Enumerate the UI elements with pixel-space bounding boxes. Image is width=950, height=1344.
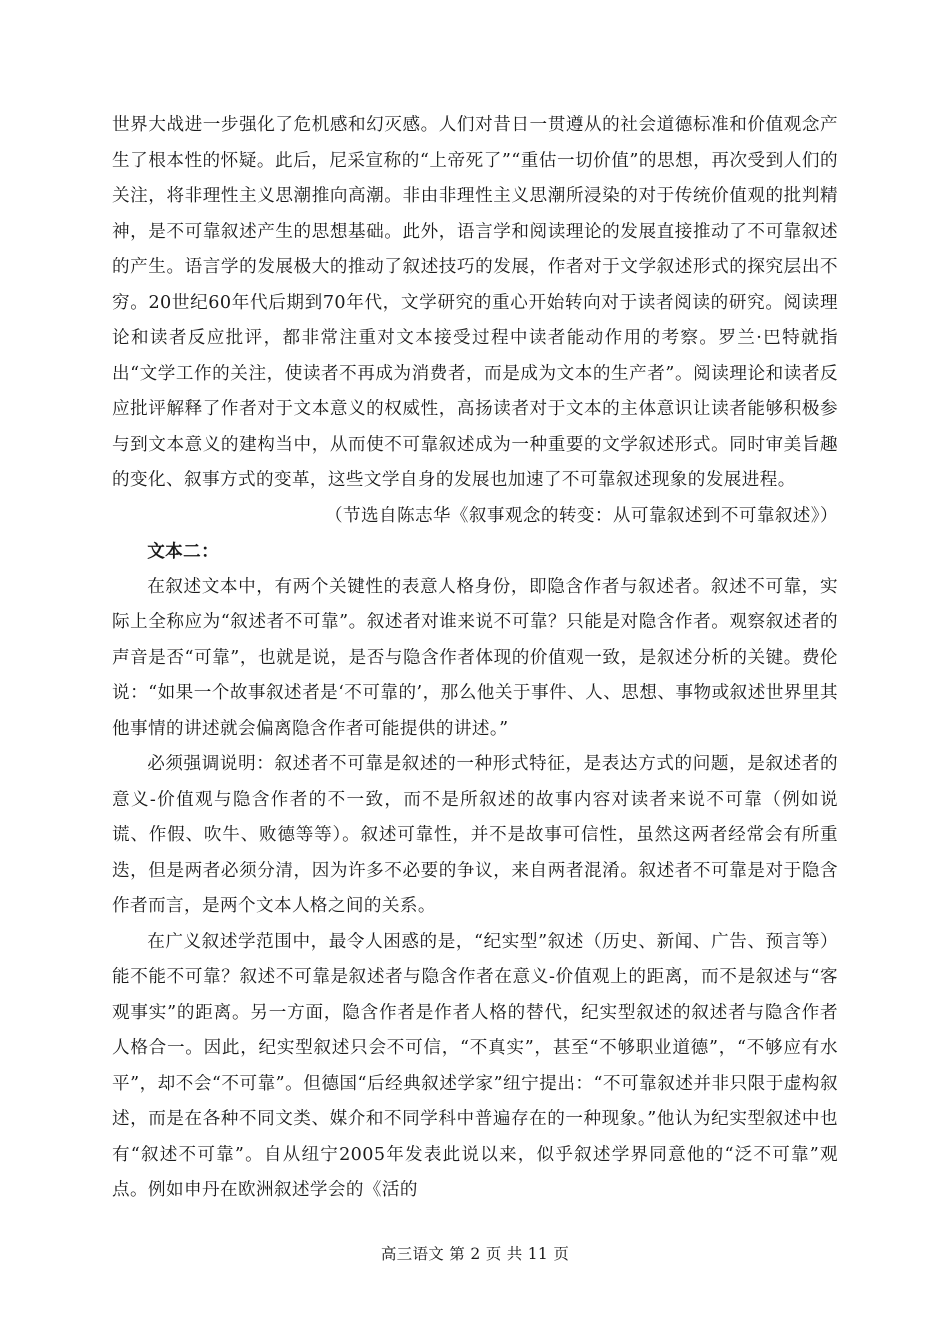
paragraph-continuation: 世界大战进一步强化了危机感和幻灭感。人们对昔日一贯遵从的社会道德标准和价值观念产生了根本性的怀疑。此后，尼采宣称的“上帝死了”“重估一切价值”的思想，再次受到人们的关注，将非理性主义思潮推向高潮。非由非理性主义思潮所浸染的对于传统价值观的批判精神，是不可靠叙述产生的思想基础。此外，语言学和阅读理论的发展直接推动了不可靠叙述的产生。语言学的发展极大的推动了叙述技巧的发展，作者对于文学叙述形式的探究层出不穷。20世纪60年代后期到70年代，文学研究的重心开始转向对于读者阅读的研究。阅读理论和读者反应批评，都非常注重对文本接受过程中读者能动作用的考察。罗兰·巴特就指出“文学工作的关注，使读者不再成为消费者，而是成为文本的生产者”。阅读理论和读者反应批评解释了作者对于文本意义的权威性，高扬读者对于文本的主体意识让读者能够积极参与到文本意义的建构当中，从而使不可靠叙述成为一种重要的文学叙述形式。同时审美旨趣的变化、叙事方式的变革，这些文学自身的发展也加速了不可靠叙述现象的发展进程。	[112, 115, 838, 490]
body-text	[112, 108, 838, 1209]
paragraph-text-two-3: 在广义叙述学范围中，最令人困惑的是，“纪实型”叙述（历史、新闻、广告、预言等）能不能不可靠？叙述不可靠是叙述者与隐含作者在意义-价值观上的距离，而不是叙述与“客观事实”的距离。另一方面，隐含作者是作者人格的替代，纪实型叙述的叙述者与隐含作者人格合一。因此，纪实型叙述只会不可信，“不真实”，甚至“不够职业道德”，“不够应有水平”，却不会“不可靠”。但德国“后经典叙述学家”纽宁提出：“不可靠叙述并非只限于虚构叙述，而是在各种不同文类、媒介和不同学科中普遍存在的一种现象。”他认为纪实型叙述中也有“叙述不可靠”。自从纽宁2005年发表此说以来，似乎叙述学界同意他的“泛不可靠”观点。例如申丹在欧洲叙述学会的《活的	[112, 931, 838, 1200]
paragraph-text-two-1: 在叙述文本中，有两个关键性的表意人格身份，即隐含作者与叙述者。叙述不可靠，实际上全称应为“叙述者不可靠”。叙述者对谁来说不可靠？只能是对隐含作者。观察叙述者的声音是否“可靠”，也就是说，是否与隐含作者体现的价值观一致，是叙述分析的关键。费伦说：“如果一个故事叙述者是‘不可靠的’，那么他关于事件、人、思想、事物或叙述世界里其他事情的讲述就会偏离隐含作者可能提供的讲述。”	[112, 576, 838, 739]
page-footer: 高三语文 第 2 页 共 11 页	[380, 1245, 570, 1263]
section-heading-text-two: 文本二：	[147, 541, 220, 562]
paragraph-text-two-2: 必须强调说明：叙述者不可靠是叙述的一种形式特征，是表达方式的问题，是叙述者的意义-价值观与隐含作者的不一致，而不是所叙述的故事内容对读者来说不可靠（例如说谎、作假、吹牛、败德等等）。叙述可靠性，并不是故事可信性，虽然这两者经常会有所重迭，但是两者必须分清，因为许多不必要的争议，来自两者混淆。叙述者不可靠是对于隐含作者而言，是两个文本人格之间的关系。	[112, 754, 838, 916]
source-citation: （节选自陈志华《叙事观念的转变：从可靠叙述到不可靠叙述》）	[324, 505, 838, 526]
